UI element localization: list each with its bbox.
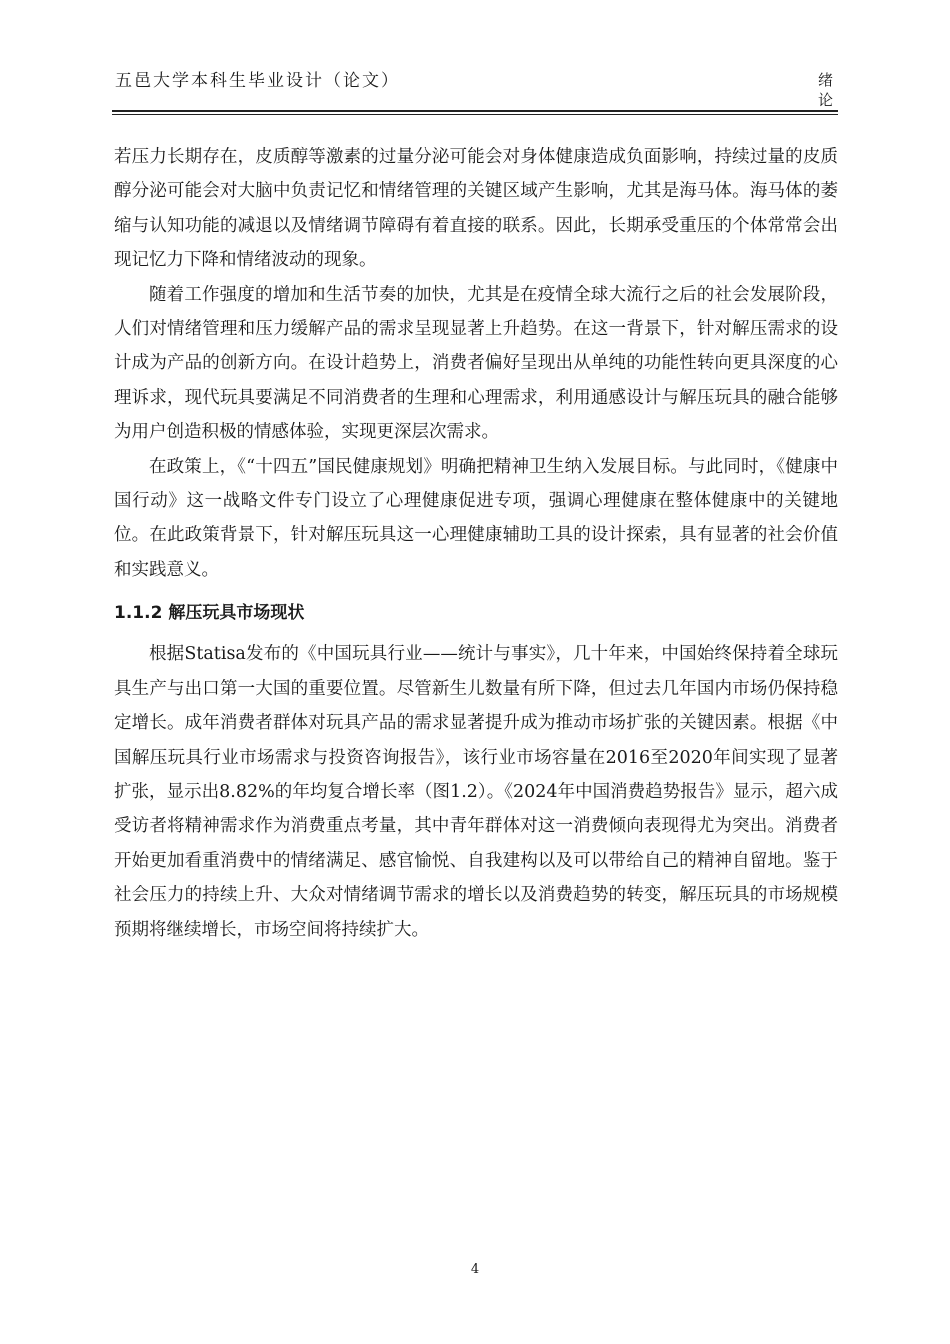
body-content xyxy=(114,140,838,947)
running-header-title: 五邑大学本科生毕业设计（论文） xyxy=(115,71,400,91)
section-heading: 1.1.2 解压玩具市场现状 xyxy=(114,603,305,624)
paragraph-market-demand: 随着工作强度的增加和生活节奏的加快，尤其是在疫情全球大流行之后的社会发展阶段，人们对情绪管理和压力缓解产品的需求呈现显著上升趋势。在这一背景下，针对解压需求的设计成为产品的创新方向。在设计趋势上，消费者偏好呈现出从单纯的功能性转向更具深度的心理诉求，现代玩具要满足不同消费者的生理和心理需求，利用通感设计与解压玩具的融合能够为用户创造积极的情感体验，实现更深层次需求。 xyxy=(114,284,838,443)
page-number: 4 xyxy=(470,1262,480,1277)
paragraph-stress-hormones: 若压力长期存在，皮质醇等激素的过量分泌可能会对身体健康造成负面影响，持续过量的皮质醇分泌可能会对大脑中负责记忆和情绪管理的关键区域产生影响，尤其是海马体。海马体的萎缩与认知功能的减退以及情绪调节障碍有着直接的联系。因此，长期承受重压的个体常常会出现记忆力下降和情绪波动的现象。 xyxy=(114,147,838,271)
paragraph-policy: 在政策上，《“十四五”国民健康规划》明确把精神卫生纳入发展目标。与此同时，《健康中国行动》这一战略文件专门设立了心理健康促进专项，强调心理健康在整体健康中的关键地位。在此政策背景下，针对解压玩具这一心理健康辅助工具的设计探索，具有显著的社会价值和实践意义。 xyxy=(114,456,838,580)
header-rule-thick xyxy=(112,110,838,112)
header-rule-thin xyxy=(112,114,838,115)
running-header-chapter: 绪论 xyxy=(818,71,834,109)
paragraph-market-status: 根据Statisa发布的《中国玩具行业——统计与事实》，几十年来，中国始终保持着全球玩具生产与出口第一大国的重要位置。尽管新生儿数量有所下降，但过去几年国内市场仍保持稳定增长。成年消费者群体对玩具产品的需求显著提升成为推动市场扩张的关键因素。根据《中国解压玩具行业市场需求与投资咨询报告》，该行业市场容量在2016至2020年间实现了显著扩张，显示出8.82%的年均复合增长率（图1.2）。《2024年中国消费趋势报告》显示，超六成受访者将精神需求作为消费重点考量，其中青年群体对这一消费倾向表现得尤为突出。消费者开始更加看重消费中的情绪满足、感官愉悦、自我建构以及可以带给自己的精神自留地。鉴于社会压力的持续上升、大众对情绪调节需求的增长以及消费趋势的转变，解压玩具的市场规模预期将继续增长，市场空间将持续扩大。 xyxy=(114,644,838,940)
